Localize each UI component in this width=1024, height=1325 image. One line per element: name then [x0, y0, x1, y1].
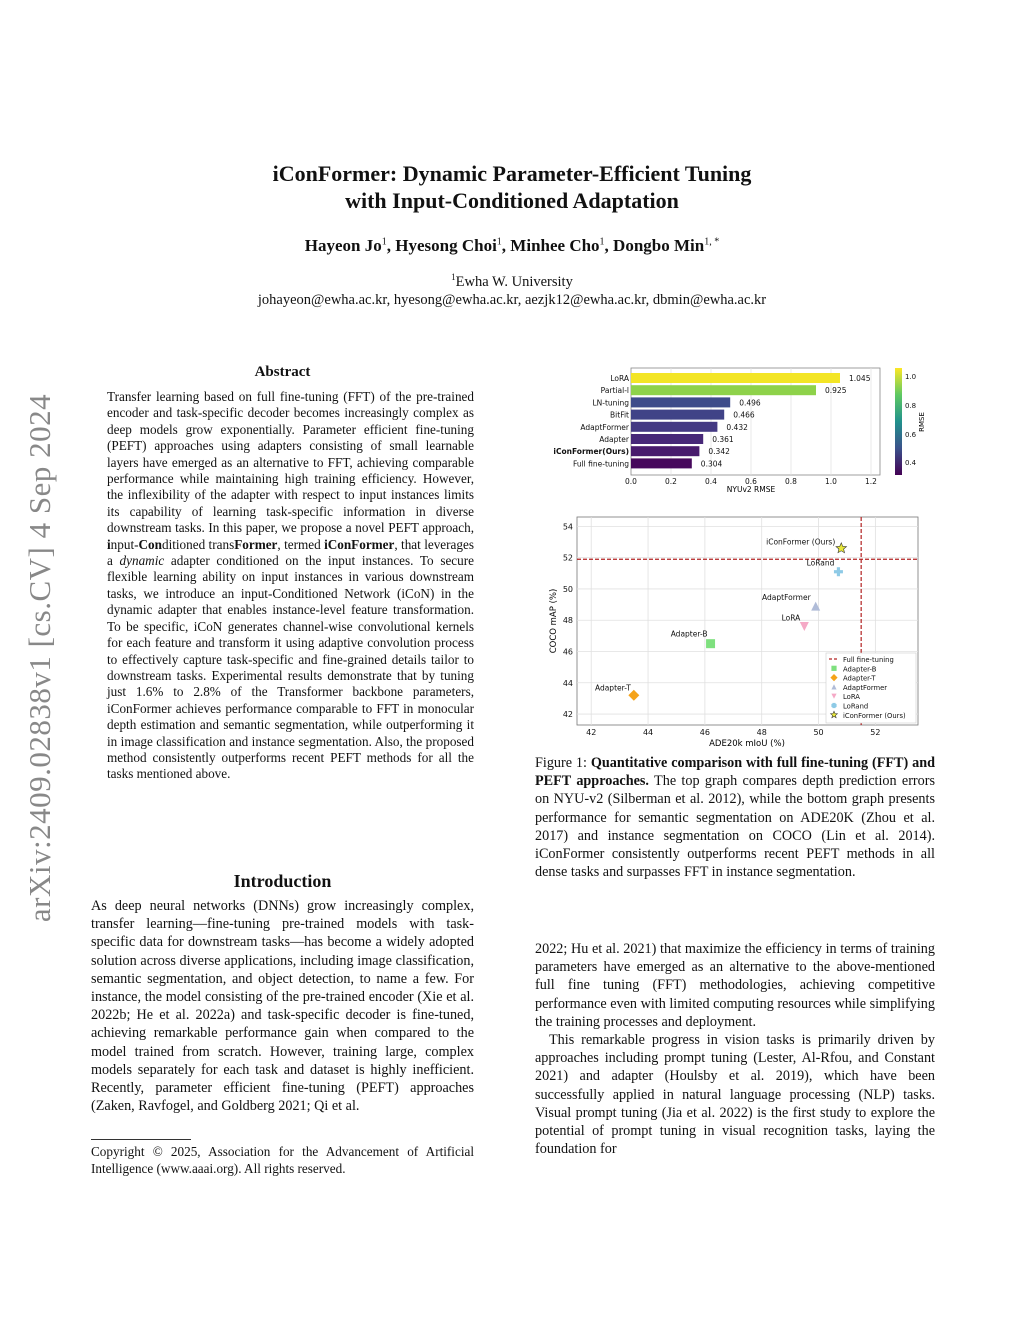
affiliation: Ewha W. University [455, 273, 573, 290]
caption-text: The top graph compares depth prediction errors on NYU-v2 (Silberman et al. 2012), while the bottom graph presents performance for semantic segmentation on ADE20K (Zhou et al. 2017) and instance segmentation on COCO (Lin et al. 2014). iConFormer consistently outperforms recent PEFT methods in all dense tasks and surpasses FFT in instance segmentation. [535, 773, 935, 881]
data-point-label: iConFormer (Ours) [766, 537, 836, 547]
legend-entry: LoRand [843, 702, 869, 711]
scatter-ytick: 44 [562, 678, 573, 688]
arxiv-stamp-text: arXiv:2409.02838v1 [cs.CV] 4 Sep 2024 [22, 393, 57, 923]
abstract-bold: iConFormer [324, 536, 395, 552]
figure-scatter-chart [540, 510, 940, 755]
bar [631, 410, 724, 420]
footnote-rule [91, 1139, 191, 1140]
scatter-ytick: 50 [562, 584, 573, 594]
bar-category-label: LoRA [610, 374, 629, 383]
bar-category-label: iConFormer(Ours) [553, 447, 629, 457]
scatter-ytick: 54 [562, 522, 573, 532]
author-sup: 1 [599, 236, 605, 248]
bar [631, 434, 703, 444]
bar [631, 458, 692, 468]
copyright-footnote: Copyright © 2025, Association for the Advancement of Artificial Intelligence (www.aaai.org). All rights reserved. [91, 1144, 474, 1176]
scatter-chart-svg [540, 510, 940, 750]
bar-xtick: 1.2 [865, 477, 877, 486]
figure-bar-chart [540, 362, 940, 502]
data-point-label: LoRand [806, 558, 835, 568]
abstract-part: Transfer learning based on full fine-tuning (FFT) of the pre-trained encoder and task-specific decoder becomes increasingly complex as deep models grow exponentially. Parameter efficient fine-tuning (PEFT) approaches using adapters consisting of small learnable layers have emerged as an alternative to FFT, achieving comparable performance while maintaining high training efficiency. However, the inflexibility of the adapter with respect to input instances limits its capability of learning task-specific information in diverse downstream tasks. In this paper, we propose a novel PEFT approach, [107, 389, 474, 536]
scatter-ytick: 46 [562, 647, 573, 657]
scatter-xtick: 46 [699, 728, 710, 737]
abstract-bold: Con [138, 536, 162, 552]
bar [631, 446, 699, 456]
author-name: Hayeon Jo [304, 236, 382, 255]
bar [631, 397, 730, 407]
title-line-1: iConFormer: Dynamic Parameter-Efficient Tuning [272, 161, 752, 186]
author-list: Hayeon Jo$^1$, Hyesong Choi$^1$, Minhee Cho$^1$, Dongbo Min$^{1, *}$ [304, 236, 720, 255]
colorbar-tick: 0.8 [905, 402, 917, 410]
legend-entry: AdaptFormer [843, 683, 888, 692]
arxiv-stamp [20, 368, 60, 948]
abstract-bold: Former [234, 536, 278, 552]
paragraph: This remarkable progress in vision tasks is primarily driven by approaches including prompt tuning (Lester, Al-Rfou, and Constant 2021) and adapter (Houlsby et al. 2019), which have been successfully applied in natural language processing (NLP) tasks. Visual prompt tuning (Jia et al. 2022) is the first study to explore the potential of prompt tuning in visual recognition tasks, laying the foundation for [535, 1032, 935, 1158]
bar-value-label: 0.432 [726, 422, 748, 432]
bar-category-label: LN-tuning [592, 398, 629, 408]
abstract-text [107, 389, 474, 783]
abstract-part: , that leverages a [107, 536, 474, 569]
paper-title [0, 160, 1024, 214]
abstract-part: nput- [110, 536, 139, 552]
abstract-part: ditioned trans [161, 536, 235, 552]
data-point-label: Adapter-T [594, 683, 631, 693]
bar-category-label: AdaptFormer [580, 422, 629, 432]
legend-marker [831, 666, 836, 671]
bar [631, 385, 816, 395]
figure-caption [535, 754, 935, 881]
author-sup: 1 [496, 236, 502, 248]
bar-xtick: 0.8 [785, 477, 797, 486]
scatter-xtick: 52 [870, 728, 881, 737]
bar-xtick: 0.0 [625, 477, 637, 486]
bar-value-label: 0.342 [708, 447, 730, 457]
author-emails: johayeon@ewha.ac.kr, hyesong@ewha.ac.kr, aezjk12@ewha.ac.kr, dbmin@ewha.ac.kr [257, 291, 767, 308]
author-name: Dongbo Min [613, 236, 705, 255]
bar-chart-xlabel: NYUv2 RMSE [726, 485, 776, 494]
legend-entry: Full fine-tuning [843, 656, 894, 664]
introduction-heading: Introduction [233, 871, 332, 891]
right-column-body [535, 940, 935, 1158]
caption-bold: Quantitative comparison with full fine-tuning (FFT) and PEFT approaches. [535, 755, 935, 790]
colorbar-tick: 0.6 [905, 431, 917, 439]
paragraph: 2022; Hu et al. 2021) that maximize the efficiency in terms of training parameters have emerged as an alternative to the above-mentioned full fine tuning (FFT) methodologies, achieving competitive performance even with limited computing resources while simplifying the training processes and deployment. [535, 941, 935, 1030]
caption-label: Figure 1: [535, 755, 591, 771]
scatter-xtick: 44 [642, 728, 654, 737]
bar-xtick: 1.0 [825, 477, 837, 486]
scatter-ytick: 48 [562, 616, 573, 626]
scatter-xlabel: ADE20k mIoU (%) [709, 739, 785, 749]
bar-chart-svg [540, 362, 940, 497]
bar-value-label: 1.045 [849, 374, 871, 383]
legend-entry: LoRA [843, 693, 860, 702]
scatter-legend [826, 653, 916, 723]
scatter-ytick: 42 [562, 710, 573, 720]
scatter-ytick: 52 [562, 553, 573, 563]
affiliation-block [0, 268, 1024, 309]
author-sup: 1, * [704, 236, 720, 248]
title-line-2: with Input-Conditioned Adaptation [345, 188, 679, 213]
abstract-bold: i [107, 536, 111, 552]
bar-category-label: BitFit [610, 410, 629, 420]
bar-value-label: 0.361 [712, 435, 734, 444]
bar-value-label: 0.466 [733, 410, 755, 420]
legend-entry: Adapter-T [843, 674, 876, 683]
legend-entry: Adapter-B [843, 665, 877, 674]
scatter-xtick: 48 [756, 728, 767, 737]
data-point-label: LoRA [781, 613, 801, 623]
author-name: Hyesong Choi [395, 236, 497, 255]
scatter-xtick: 42 [586, 728, 597, 737]
bar-category-label: Adapter [599, 435, 629, 444]
affiliation-sup: 1 [451, 272, 456, 282]
bar-category-label: Full fine-tuning [572, 459, 629, 469]
abstract-heading: Abstract [254, 364, 311, 380]
author-name: Minhee Cho [510, 236, 600, 255]
colorbar-tick: 0.4 [905, 459, 917, 467]
data-point-label: AdaptFormer [762, 593, 811, 603]
bar-xtick: 0.2 [665, 477, 677, 486]
bar-xtick: 0.6 [745, 477, 757, 486]
author-sup: 1 [381, 236, 387, 248]
colorbar-label: RMSE [918, 412, 926, 432]
bar-value-label: 0.925 [825, 386, 847, 396]
abstract-part: adapter conditioned on the input instances. To secure flexible learning ability on input instances in various downstream tasks, we introduce an input-Conditioned Network (iCoN) in the dynamic adapter that enables instance-level feature transformation. To be specific, iCoN generates channel-wise convolutional kernels for each feature and transform it using adaptive convolution process to effectively capture task-specific and fine-grained details tailor to downstream tasks. Experimental results demonstrate that by tuning just 1.6% to 2.8% of the Transformer backbone parameters, iConFormer achieves performance comparable to FFT in monocular depth estimation and semantic segmentation, while outperforming it in image classification and instance segmentation. Also, the proposed method consistently outperforms recent PEFT methods for all the tasks mentioned above. [107, 553, 474, 782]
bar-xtick: 0.4 [705, 477, 717, 486]
introduction-text: As deep neural networks (DNNs) grow increasingly complex, transfer learning—fine-tuning pre-trained models with task-specific data for downstream tasks—has become a widely adopted solution across diverse applications, including image classification, semantic segmentation, and object detection, to name a few. For instance, the model consisting of the pre-trained encoder (Xie et al. 2022b; He et al. 2022a) and task-specific decoder is fine-tuned, achieving remarkable performance gain when compared to the model trained from scratch. However, training large, complex models separately for each task and dataset is highly inefficient. Recently, parameter efficient fine-tuning (PEFT) approaches (Zaken, Ravfogel, and Goldberg 2021; Qi et al. [91, 898, 474, 1115]
legend-entry: iConFormer (Ours) [843, 711, 906, 720]
scatter-xtick: 50 [813, 728, 824, 737]
colorbar [895, 368, 902, 475]
data-point-square [706, 639, 715, 648]
bar [631, 373, 840, 383]
colorbar-tick: 1.0 [905, 373, 917, 381]
bar [631, 422, 717, 432]
bar-value-label: 0.496 [739, 398, 761, 408]
scatter-ylabel: COCO mAP (%) [549, 588, 559, 654]
abstract-emphasis: dynamic [119, 553, 165, 569]
bar-category-label: Partial-l [600, 386, 629, 396]
data-point-label: Adapter-B [670, 629, 708, 639]
bar-value-label: 0.304 [700, 459, 723, 469]
abstract-part: , termed [277, 536, 325, 552]
